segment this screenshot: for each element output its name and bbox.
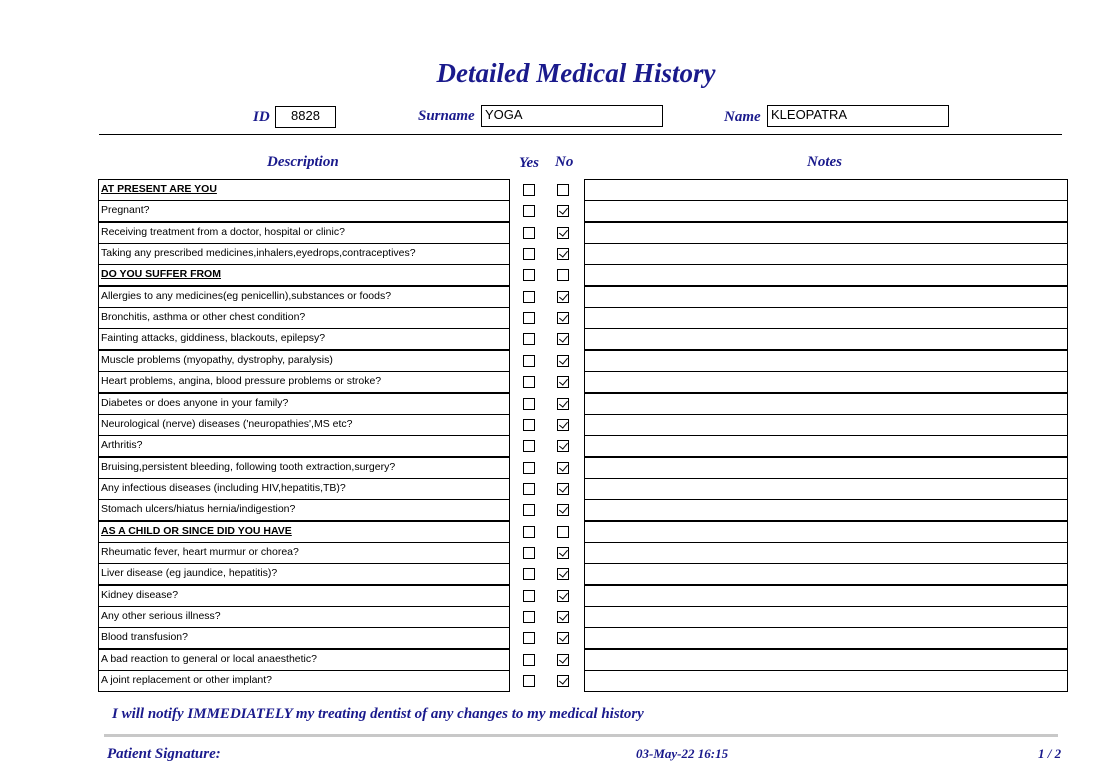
question-text: Diabetes or does anyone in your family? (98, 393, 510, 415)
no-checkbox[interactable] (557, 376, 569, 388)
notes-field[interactable] (584, 222, 1068, 244)
question-text: Stomach ulcers/hiatus hernia/indigestion? (98, 499, 510, 521)
notes-field[interactable] (584, 542, 1068, 564)
notes-field[interactable] (584, 393, 1068, 415)
question-text: Arthritis? (98, 435, 510, 457)
question-text: A joint replacement or other implant? (98, 670, 510, 692)
yes-checkbox[interactable] (523, 312, 535, 324)
question-text: Blood transfusion? (98, 627, 510, 649)
no-checkbox[interactable] (557, 675, 569, 687)
no-checkbox[interactable] (557, 184, 569, 196)
no-checkbox[interactable] (557, 547, 569, 559)
question-text: Taking any prescribed medicines,inhalers,eyedrops,contraceptives? (98, 243, 510, 265)
col-header-no: No (555, 154, 574, 170)
yes-checkbox[interactable] (523, 675, 535, 687)
section-heading: AT PRESENT ARE YOU (98, 179, 510, 201)
yes-checkbox[interactable] (523, 440, 535, 452)
no-checkbox[interactable] (557, 248, 569, 260)
yes-checkbox[interactable] (523, 376, 535, 388)
no-checkbox[interactable] (557, 205, 569, 217)
notes-field[interactable] (584, 371, 1068, 393)
yes-checkbox[interactable] (523, 526, 535, 538)
no-checkbox[interactable] (557, 398, 569, 410)
no-checkbox[interactable] (557, 291, 569, 303)
yes-checkbox[interactable] (523, 333, 535, 345)
yes-checkbox[interactable] (523, 184, 535, 196)
id-label: ID (253, 109, 270, 125)
notes-field[interactable] (584, 350, 1068, 372)
question-text: Bronchitis, asthma or other chest condition? (98, 307, 510, 329)
name-field[interactable]: KLEOPATRA (767, 105, 949, 127)
no-checkbox[interactable] (557, 654, 569, 666)
notes-field[interactable] (584, 499, 1068, 521)
yes-checkbox[interactable] (523, 504, 535, 516)
no-checkbox[interactable] (557, 568, 569, 580)
question-text: Fainting attacks, giddiness, blackouts, epilepsy? (98, 328, 510, 350)
question-text: Any other serious illness? (98, 606, 510, 628)
no-checkbox[interactable] (557, 419, 569, 431)
no-checkbox[interactable] (557, 590, 569, 602)
notes-field[interactable] (584, 478, 1068, 500)
question-text: Bruising,persistent bleeding, following tooth extraction,surgery? (98, 457, 510, 479)
no-checkbox[interactable] (557, 462, 569, 474)
print-date: 03-May-22 16:15 (636, 746, 729, 761)
no-checkbox[interactable] (557, 504, 569, 516)
question-text: Heart problems, angina, blood pressure problems or stroke? (98, 371, 510, 393)
notes-field[interactable] (584, 649, 1068, 671)
question-text: Allergies to any medicines(eg penicellin),substances or foods? (98, 286, 510, 308)
notes-field[interactable] (584, 563, 1068, 585)
notes-field[interactable] (584, 627, 1068, 649)
question-text: Neurological (nerve) diseases ('neuropathies',MS etc? (98, 414, 510, 436)
no-checkbox[interactable] (557, 269, 569, 281)
col-header-description: Description (267, 154, 339, 170)
yes-checkbox[interactable] (523, 291, 535, 303)
section-heading: DO YOU SUFFER FROM (98, 264, 510, 286)
notification-statement: I will notify IMMEDIATELY my treating dentist of any changes to my medical history (112, 706, 644, 722)
notes-field[interactable] (584, 521, 1068, 543)
yes-checkbox[interactable] (523, 419, 535, 431)
notes-field[interactable] (584, 414, 1068, 436)
patient-signature-label: Patient Signature: (107, 746, 221, 762)
question-text: Any infectious diseases (including HIV,hepatitis,TB)? (98, 478, 510, 500)
question-text: Receiving treatment from a doctor, hospital or clinic? (98, 222, 510, 244)
no-checkbox[interactable] (557, 355, 569, 367)
yes-checkbox[interactable] (523, 269, 535, 281)
col-header-notes: Notes (807, 154, 842, 170)
no-checkbox[interactable] (557, 526, 569, 538)
yes-checkbox[interactable] (523, 355, 535, 367)
no-checkbox[interactable] (557, 611, 569, 623)
header-divider (99, 134, 1062, 135)
question-text: Kidney disease? (98, 585, 510, 607)
notes-field[interactable] (584, 307, 1068, 329)
col-header-yes: Yes (519, 155, 539, 171)
notes-field[interactable] (584, 606, 1068, 628)
question-text: Liver disease (eg jaundice, hepatitis)? (98, 563, 510, 585)
notes-field[interactable] (584, 179, 1068, 201)
yes-checkbox[interactable] (523, 398, 535, 410)
yes-checkbox[interactable] (523, 483, 535, 495)
yes-checkbox[interactable] (523, 632, 535, 644)
question-text: Rheumatic fever, heart murmur or chorea? (98, 542, 510, 564)
yes-checkbox[interactable] (523, 205, 535, 217)
no-checkbox[interactable] (557, 632, 569, 644)
notes-field[interactable] (584, 585, 1068, 607)
yes-checkbox[interactable] (523, 248, 535, 260)
no-checkbox[interactable] (557, 227, 569, 239)
yes-checkbox[interactable] (523, 654, 535, 666)
question-text: Pregnant? (98, 200, 510, 222)
notes-field[interactable] (584, 264, 1068, 286)
name-label: Name (724, 109, 761, 125)
question-text: A bad reaction to general or local anaesthetic? (98, 649, 510, 671)
yes-checkbox[interactable] (523, 611, 535, 623)
yes-checkbox[interactable] (523, 462, 535, 474)
footer-divider (104, 734, 1058, 737)
section-heading: AS A CHILD OR SINCE DID YOU HAVE (98, 521, 510, 543)
yes-checkbox[interactable] (523, 568, 535, 580)
surname-field[interactable]: YOGA (481, 105, 663, 127)
notes-field[interactable] (584, 670, 1068, 692)
surname-label: Surname (418, 108, 475, 124)
yes-checkbox[interactable] (523, 227, 535, 239)
no-checkbox[interactable] (557, 440, 569, 452)
question-text: Muscle problems (myopathy, dystrophy, paralysis) (98, 350, 510, 372)
notes-field[interactable] (584, 286, 1068, 308)
yes-checkbox[interactable] (523, 547, 535, 559)
notes-field[interactable] (584, 328, 1068, 350)
notes-field[interactable] (584, 243, 1068, 265)
notes-field[interactable] (584, 457, 1068, 479)
notes-field[interactable] (584, 200, 1068, 222)
page-title: Detailed Medical History (436, 58, 716, 88)
no-checkbox[interactable] (557, 483, 569, 495)
id-field[interactable]: 8828 (275, 106, 336, 128)
no-checkbox[interactable] (557, 312, 569, 324)
yes-checkbox[interactable] (523, 590, 535, 602)
page-number: 1 / 2 (1038, 746, 1062, 761)
no-checkbox[interactable] (557, 333, 569, 345)
notes-field[interactable] (584, 435, 1068, 457)
